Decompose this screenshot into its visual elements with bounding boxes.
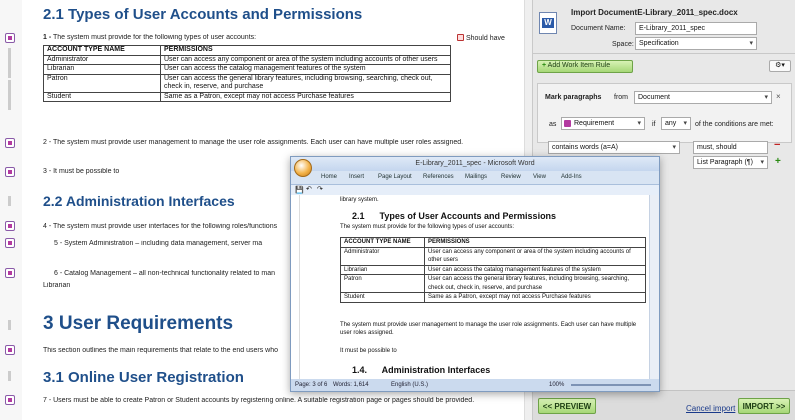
gutter-bar [8, 196, 11, 206]
word-heading: 2.1 Types of User Accounts and Permissions [352, 211, 557, 221]
table-row [44, 55, 451, 65]
requirement-5[interactable]: 5 - System Administration – including data management, server ma [54, 240, 263, 247]
ribbon-tab[interactable]: Page Layout [378, 174, 412, 180]
space-select[interactable]: Specification ▾ [635, 37, 757, 50]
priority-label: Should have [465, 35, 505, 42]
table-cell: Same as a Patron, except may not access Purchase features [425, 293, 646, 303]
gutter-bar [8, 90, 11, 100]
type-select[interactable] [561, 117, 645, 130]
word-window [290, 156, 660, 392]
divider [533, 53, 795, 54]
gutter-bar [8, 58, 11, 68]
ribbon-tab[interactable]: Insert [349, 174, 365, 180]
table-row [341, 293, 646, 303]
requirement-6[interactable]: 6 - Catalog Management – all non-technical functionality related to man [54, 270, 276, 277]
table-header: ACCOUNT TYPE NAME [44, 46, 161, 56]
word-table [340, 237, 646, 303]
table-cell: User can access the catalog management features of the system [425, 265, 646, 275]
word-ribbon [291, 171, 659, 185]
table-cell: User can access the catalog management features of the system [161, 65, 451, 75]
word-scrollbar[interactable] [649, 195, 659, 381]
save-icon[interactable]: 💾 [295, 187, 304, 194]
style-select[interactable]: List Paragraph (¶) ▾ [693, 156, 768, 169]
table-row [44, 65, 451, 75]
gutter [0, 0, 22, 420]
word-status-bar [291, 379, 659, 391]
table-cell: Student [341, 293, 425, 303]
gutter-bar [8, 48, 11, 58]
word-line: library system. [340, 197, 379, 203]
docname-label: Document Name: [571, 25, 626, 32]
status-language: English (U.S.) [391, 382, 429, 388]
requirement-marker-icon[interactable] [5, 238, 15, 248]
requirement-3[interactable]: 3 - It must be possible to [43, 168, 120, 175]
requirement-marker-icon[interactable] [5, 221, 15, 231]
table-cell: Librarian [341, 265, 425, 275]
redo-icon[interactable]: ↷ [317, 186, 323, 193]
mark-paragraphs-label: Mark paragraphs [545, 94, 602, 101]
zoom-level: 100% [549, 382, 565, 388]
table-header: ACCOUNT TYPE NAME [341, 238, 425, 248]
cancel-import-link[interactable]: Cancel import [686, 404, 736, 413]
conditions-label: of the conditions are met: [695, 121, 774, 128]
undo-icon[interactable]: ↶ [306, 186, 312, 193]
from-label: from [614, 94, 628, 101]
ribbon-tab[interactable]: Home [321, 174, 338, 180]
table-cell: Student [44, 92, 161, 102]
add-rule-button[interactable] [537, 60, 633, 73]
word-paragraph: It must be possible to [340, 348, 397, 354]
table-cell: User can access the general library features, including browsing, searching, check out, check in, reserve, and purchase [425, 275, 646, 293]
table-cell: User can access the general library features, including browsing, searching, check out, check in, reserve, and purchase [161, 74, 451, 92]
word-page [299, 195, 649, 381]
word-title-bar [291, 157, 659, 171]
type-select-value: Requirement [574, 120, 615, 127]
requirement-marker-icon[interactable] [5, 167, 15, 177]
heading-3: 3 User Requirements [43, 313, 234, 334]
ribbon-tab[interactable]: View [533, 174, 546, 180]
condition-select[interactable]: contains words (a=A) ▾ [548, 141, 680, 154]
from-select[interactable]: Document ▾ [634, 91, 772, 104]
condition-words-input[interactable]: must, should [693, 141, 768, 154]
table-cell: Patron [341, 275, 425, 293]
table-header: PERMISSIONS [161, 46, 451, 56]
import-button[interactable]: IMPORT >> [738, 398, 790, 414]
heading-3-1: 3.1 Online User Registration [43, 369, 244, 386]
requirement-marker-icon[interactable] [5, 395, 15, 405]
heading-2-1: 2.1 Types of User Accounts and Permissions [43, 6, 363, 23]
status-words: Words: 1,614 [333, 382, 369, 388]
table-cell: User can access any component or area of the system including accounts of other users [161, 55, 451, 65]
table-row [44, 92, 451, 102]
req-num: 1 - [43, 34, 52, 41]
requirement-7[interactable]: 7 - Users must be able to create Patron or Student accounts by registering online. A suitable registration page or pages should be provided. [43, 397, 475, 404]
table-row [341, 265, 646, 275]
requirement-marker-icon[interactable] [5, 138, 15, 148]
table-cell: Administrator [44, 55, 161, 65]
status-page: Page: 3 of 6 [295, 382, 328, 388]
requirement-2[interactable]: 2 - The system must provide user management to manage the user role assignments. Each user can have multiple user roles assigned. [43, 139, 464, 146]
add-condition-icon[interactable]: + [775, 156, 781, 167]
preview-button[interactable]: << PREVIEW [538, 398, 596, 414]
as-label: as [549, 121, 557, 128]
requirement-4[interactable]: 4 - The system must provide user interfaces for the following roles/functions [43, 223, 278, 230]
requirement-marker-icon[interactable] [5, 268, 15, 278]
priority-icon [457, 34, 464, 41]
word-paragraph: The system must provide user management to manage the user role assignments. Each user can have multiple user roles assigned. [340, 322, 637, 336]
close-icon[interactable]: × [776, 92, 781, 101]
table-row [341, 275, 646, 293]
gutter-bar [8, 100, 11, 110]
space-label: Space: [612, 41, 634, 48]
table-cell: User can access any component or area of the system including accounts of other users [425, 247, 646, 265]
table-cell: Same as a Patron, except may not access Purchase features [161, 92, 451, 102]
account-types-table [43, 45, 451, 102]
document-name-input[interactable]: E-Library_2011_spec [635, 22, 757, 35]
gutter-bar [8, 371, 11, 381]
requirement-marker-icon[interactable] [5, 33, 15, 43]
gutter-bar [8, 80, 11, 90]
requirement-type-icon [564, 120, 571, 127]
plus-icon: + [542, 62, 547, 69]
remove-condition-icon[interactable]: − [774, 139, 781, 151]
section-intro: This section outlines the main requirements that relate to the end users who [43, 347, 279, 354]
ribbon-tab[interactable]: References [423, 174, 454, 180]
gutter-bar [8, 320, 11, 330]
table-row [44, 74, 451, 92]
priority-indicator[interactable] [457, 34, 505, 42]
ribbon-tab[interactable]: Mailings [465, 174, 488, 180]
panel-title: Import DocumentE-Library_2011_spec.docx [571, 8, 738, 17]
requirement-6-cont: Librarian [43, 282, 71, 289]
requirement-marker-icon[interactable] [5, 345, 15, 355]
word-heading: 1.4. Administration Interfaces [352, 365, 491, 375]
quick-access-toolbar [291, 185, 659, 195]
table-row [341, 247, 646, 265]
heading-2-2: 2.2 Administration Interfaces [43, 193, 235, 209]
table-cell: Administrator [341, 247, 425, 265]
table-cell: Librarian [44, 65, 161, 75]
settings-gear-icon[interactable]: ⚙▾ [769, 60, 791, 72]
if-label: if [652, 121, 656, 128]
gutter-bar [8, 68, 11, 78]
word-paragraph: The system must provide for the following types of user accounts: [340, 224, 515, 230]
word-document-icon: W [539, 12, 557, 34]
req-text: The system must provide for the following types of user accounts: [53, 34, 257, 41]
office-button-icon[interactable] [294, 159, 312, 177]
ribbon-tab[interactable]: Review [501, 174, 521, 180]
zoom-slider[interactable] [571, 384, 651, 386]
add-rule-label: Add Work Item Rule [547, 62, 611, 69]
if-select[interactable]: any ▾ [661, 117, 691, 130]
ribbon-tab[interactable]: Add-Ins [561, 174, 582, 180]
word-title: E-Library_2011_spec - Microsoft Word [415, 160, 535, 167]
requirement-1[interactable] [43, 34, 256, 41]
table-header: PERMISSIONS [425, 238, 646, 248]
table-cell: Patron [44, 74, 161, 92]
